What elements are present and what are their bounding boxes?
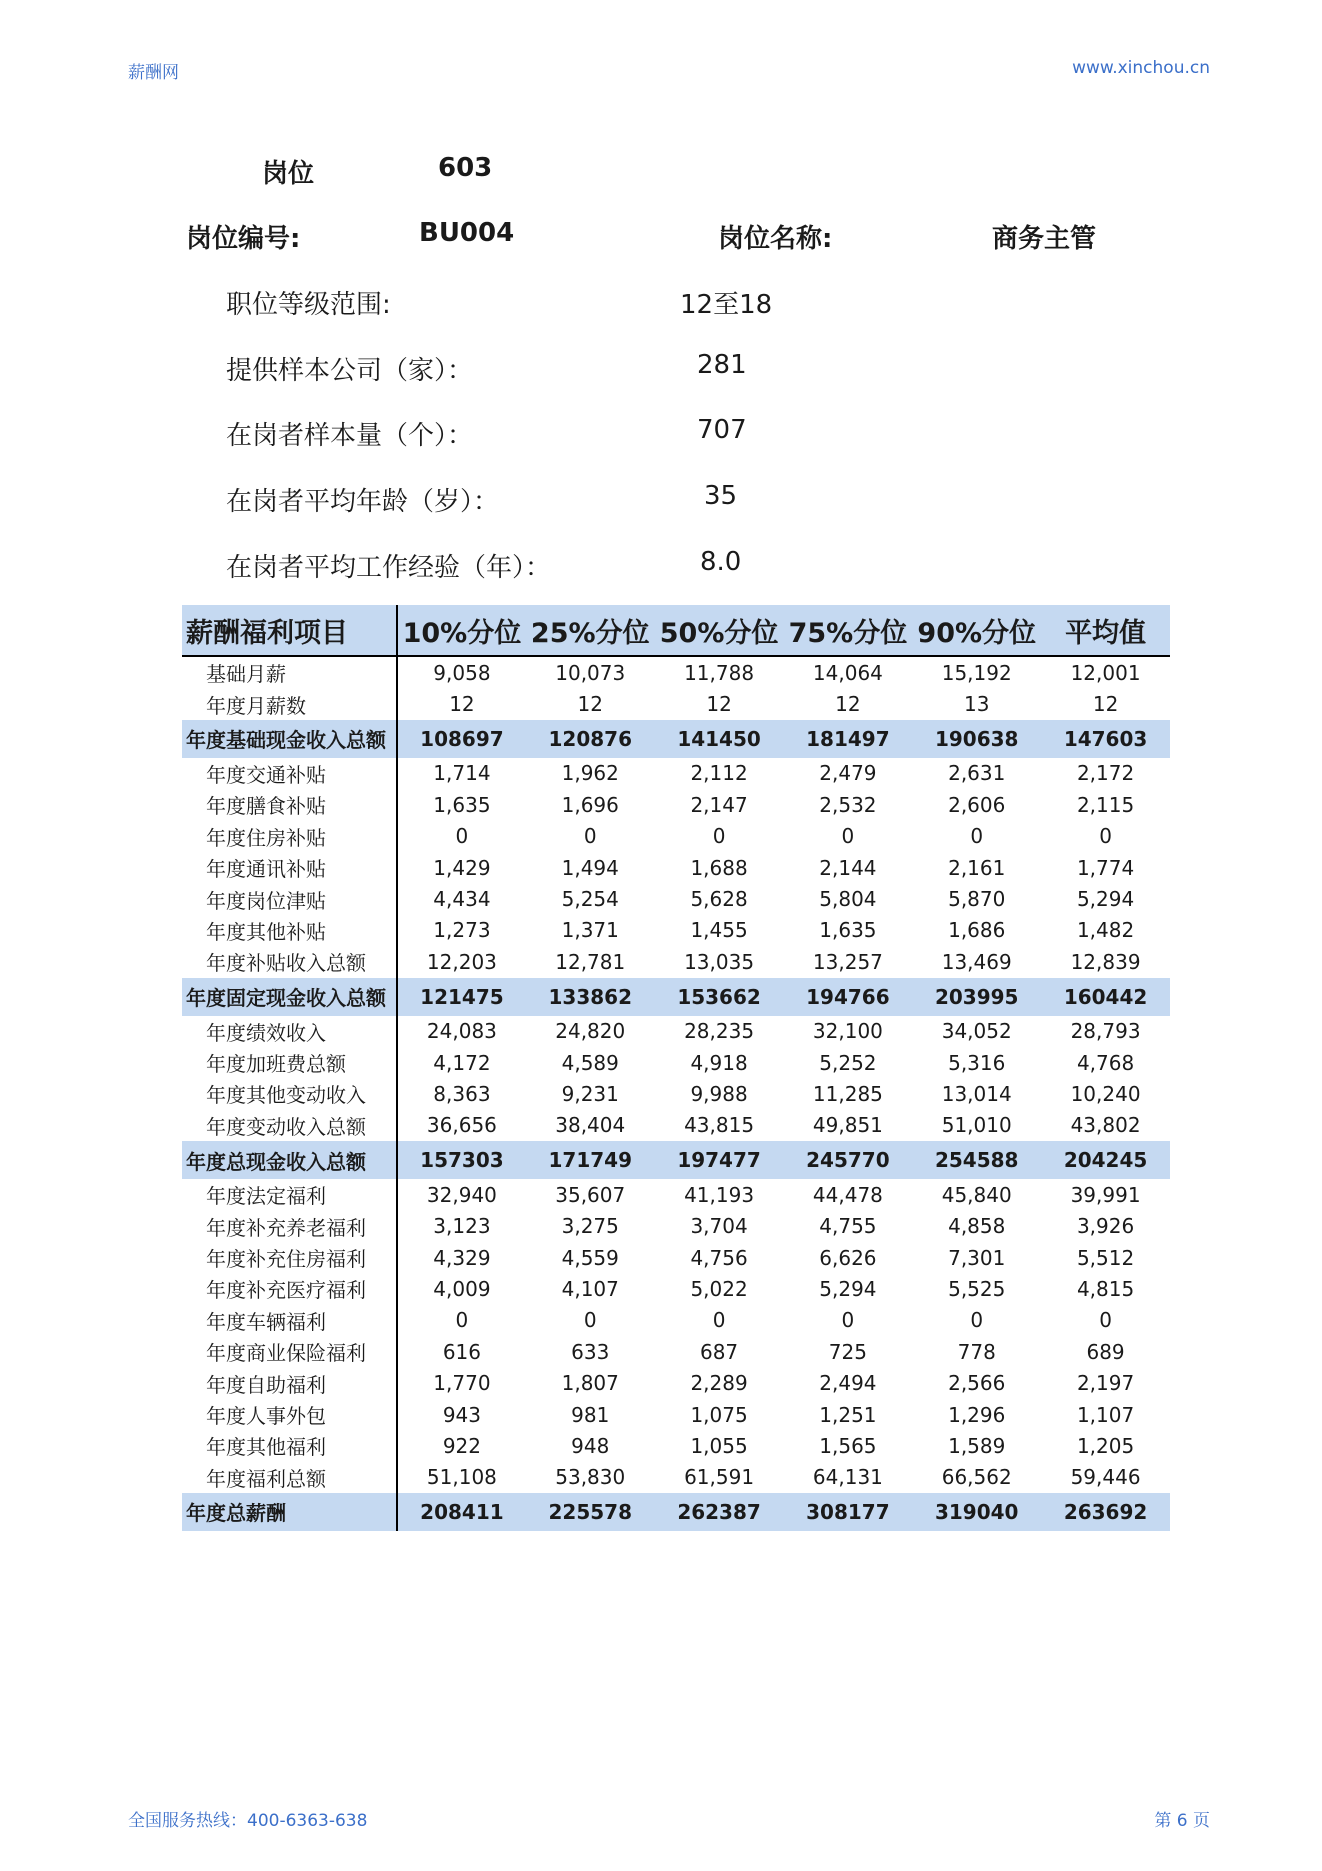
table-cell: 5,870 bbox=[948, 887, 1006, 912]
table-cell: 0 bbox=[970, 1308, 984, 1333]
table-header-row bbox=[182, 605, 1170, 656]
table-cell: 41,193 bbox=[684, 1182, 755, 1207]
row-label: 年度补贴收入总额 bbox=[182, 946, 397, 977]
column-header: 75%分位 bbox=[783, 605, 912, 656]
table-cell: 3,926 bbox=[1076, 1214, 1135, 1239]
table-cell: 922 bbox=[442, 1433, 481, 1458]
table-cell: 4,434 bbox=[433, 887, 491, 912]
table-cell: 0 bbox=[970, 824, 984, 849]
table-cell: 1,273 bbox=[433, 918, 491, 943]
row-label: 年度变动收入总额 bbox=[182, 1110, 397, 1141]
table-cell: 12 bbox=[1092, 692, 1119, 717]
table-cell: 2,479 bbox=[819, 761, 877, 786]
table-cell: 160442 bbox=[1041, 978, 1170, 1016]
table-cell: 181497 bbox=[783, 720, 912, 758]
table-cell: 51,108 bbox=[426, 1465, 497, 1490]
table-cell: 1,688 bbox=[690, 855, 748, 880]
table-cell: 5,804 bbox=[819, 887, 877, 912]
table-cell: 14,064 bbox=[812, 660, 883, 685]
table-row bbox=[182, 821, 1170, 852]
table-cell: 1,714 bbox=[433, 761, 491, 786]
table-cell: 4,107 bbox=[561, 1276, 619, 1301]
table-cell: 190638 bbox=[912, 720, 1041, 758]
row-label: 年度加班费总额 bbox=[182, 1047, 397, 1078]
table-cell: 948 bbox=[571, 1433, 610, 1458]
table-cell: 133862 bbox=[526, 978, 655, 1016]
table-cell: 9,988 bbox=[690, 1081, 748, 1106]
table-cell: 2,566 bbox=[948, 1371, 1006, 1396]
table-row bbox=[182, 1273, 1170, 1304]
table-cell: 66,562 bbox=[941, 1465, 1012, 1490]
table-cell: 7,301 bbox=[948, 1245, 1006, 1270]
column-header: 90%分位 bbox=[912, 605, 1041, 656]
table-row bbox=[182, 1110, 1170, 1141]
table-cell: 4,768 bbox=[1076, 1050, 1135, 1075]
table-cell: 4,009 bbox=[433, 1276, 491, 1301]
table-cell: 0 bbox=[712, 1308, 726, 1333]
table-cell: 1,429 bbox=[433, 855, 491, 880]
table-cell: 2,197 bbox=[1076, 1371, 1135, 1396]
row-label: 年度法定福利 bbox=[182, 1179, 397, 1210]
row-label: 年度人事外包 bbox=[182, 1399, 397, 1430]
table-cell: 197477 bbox=[655, 1141, 784, 1179]
table-cell: 3,704 bbox=[690, 1214, 748, 1239]
table-cell: 28,793 bbox=[1070, 1019, 1141, 1044]
table-row bbox=[182, 852, 1170, 883]
table-cell: 2,172 bbox=[1076, 761, 1135, 786]
table-cell: 38,404 bbox=[555, 1113, 626, 1138]
table-cell: 1,482 bbox=[1076, 918, 1135, 943]
table-cell: 308177 bbox=[783, 1493, 912, 1531]
table-cell: 778 bbox=[957, 1339, 996, 1364]
table-cell: 24,820 bbox=[555, 1019, 626, 1044]
table-cell: 2,289 bbox=[690, 1371, 748, 1396]
table-cell: 0 bbox=[712, 824, 726, 849]
table-cell: 0 bbox=[455, 824, 469, 849]
table-cell: 3,123 bbox=[433, 1214, 491, 1239]
row-label: 年度其他福利 bbox=[182, 1430, 397, 1461]
table-cell: 633 bbox=[571, 1339, 610, 1364]
stat-label: 在岗者样本量（个）： bbox=[226, 421, 474, 451]
table-cell: 12 bbox=[449, 692, 475, 717]
column-header: 平均值 bbox=[1041, 605, 1170, 656]
table-row bbox=[182, 1047, 1170, 1078]
table-cell: 0 bbox=[583, 824, 597, 849]
table-cell: 4,918 bbox=[690, 1050, 748, 1075]
table-cell: 1,205 bbox=[1076, 1433, 1135, 1458]
job-name-label: 岗位名称: bbox=[718, 224, 833, 254]
table-cell: 1,455 bbox=[690, 918, 748, 943]
table-cell: 120876 bbox=[526, 720, 655, 758]
table-cell: 1,494 bbox=[561, 855, 619, 880]
table-row bbox=[182, 688, 1170, 719]
table-cell: 4,172 bbox=[433, 1050, 491, 1075]
table-body bbox=[182, 656, 1170, 1531]
column-header: 薪酬福利项目 bbox=[182, 605, 397, 656]
table-row bbox=[182, 1399, 1170, 1430]
table-cell: 687 bbox=[699, 1339, 739, 1364]
table-row bbox=[182, 1462, 1170, 1493]
table-cell: 1,962 bbox=[561, 761, 619, 786]
table-cell: 2,606 bbox=[948, 792, 1006, 817]
job-code: BU004 bbox=[419, 218, 515, 248]
table-total-row bbox=[182, 1141, 1170, 1179]
row-label: 年度补充医疗福利 bbox=[182, 1273, 397, 1304]
stat-value: 35 bbox=[704, 481, 738, 511]
table-cell: 4,858 bbox=[948, 1214, 1006, 1239]
stat-value: 12至18 bbox=[680, 290, 773, 320]
table-cell: 194766 bbox=[783, 978, 912, 1016]
table-cell: 5,252 bbox=[819, 1050, 877, 1075]
header-brand: 薪酬网 bbox=[128, 63, 179, 83]
table-total-row bbox=[182, 1493, 1170, 1531]
table-cell: 11,285 bbox=[812, 1081, 883, 1106]
table-cell: 12,001 bbox=[1070, 660, 1141, 685]
table-cell: 32,940 bbox=[426, 1182, 497, 1207]
table-cell: 35,607 bbox=[555, 1182, 626, 1207]
table-cell: 1,055 bbox=[690, 1433, 748, 1458]
table-cell: 1,686 bbox=[948, 918, 1006, 943]
job-code-label: 岗位编号: bbox=[186, 224, 301, 254]
row-label: 年度固定现金收入总额 bbox=[182, 978, 397, 1016]
footer-page-number: 第 6 页 bbox=[1154, 1811, 1210, 1831]
table-row bbox=[182, 1210, 1170, 1241]
table-cell: 4,815 bbox=[1076, 1276, 1135, 1301]
table-cell: 263692 bbox=[1041, 1493, 1170, 1531]
stat-label: 提供样本公司（家）： bbox=[226, 356, 474, 386]
row-label: 年度基础现金收入总额 bbox=[182, 720, 397, 758]
table-cell: 44,478 bbox=[812, 1182, 883, 1207]
table-row bbox=[182, 1078, 1170, 1109]
table-cell: 12 bbox=[577, 692, 603, 717]
row-label: 年度岗位津贴 bbox=[182, 883, 397, 914]
table-cell: 5,022 bbox=[690, 1276, 748, 1301]
table-cell: 45,840 bbox=[941, 1182, 1012, 1207]
table-cell: 5,294 bbox=[1076, 887, 1135, 912]
table-cell: 24,083 bbox=[426, 1019, 497, 1044]
table-cell: 616 bbox=[442, 1339, 481, 1364]
table-cell: 203995 bbox=[912, 978, 1041, 1016]
table-cell: 4,329 bbox=[433, 1245, 491, 1270]
table-cell: 319040 bbox=[912, 1493, 1041, 1531]
footer-hotline: 全国服务热线：400-6363-638 bbox=[128, 1811, 368, 1831]
table-total-row bbox=[182, 978, 1170, 1016]
table-cell: 1,770 bbox=[433, 1371, 491, 1396]
table-cell: 981 bbox=[571, 1402, 610, 1427]
row-label: 年度绩效收入 bbox=[182, 1016, 397, 1047]
table-cell: 1,589 bbox=[948, 1433, 1006, 1458]
table-cell: 689 bbox=[1086, 1339, 1125, 1364]
table-cell: 6,626 bbox=[819, 1245, 877, 1270]
table-cell: 0 bbox=[1099, 1308, 1112, 1333]
table-row bbox=[182, 1016, 1170, 1047]
table-cell: 8,363 bbox=[433, 1081, 491, 1106]
table-cell: 61,591 bbox=[684, 1465, 755, 1490]
row-label: 年度福利总额 bbox=[182, 1462, 397, 1493]
table-cell: 9,231 bbox=[561, 1081, 619, 1106]
table-cell: 12,839 bbox=[1070, 949, 1141, 974]
table-cell: 2,631 bbox=[948, 761, 1006, 786]
table-cell: 53,830 bbox=[555, 1465, 626, 1490]
table-cell: 943 bbox=[442, 1402, 481, 1427]
table-row bbox=[182, 1179, 1170, 1210]
table-total-row bbox=[182, 720, 1170, 758]
table-cell: 12,203 bbox=[426, 949, 497, 974]
table-cell: 51,010 bbox=[941, 1113, 1012, 1138]
table-cell: 9,058 bbox=[433, 660, 491, 685]
table-cell: 13,014 bbox=[941, 1081, 1012, 1106]
table-cell: 1,371 bbox=[561, 918, 619, 943]
table-cell: 0 bbox=[841, 1308, 855, 1333]
table-row bbox=[182, 883, 1170, 914]
table-cell: 34,052 bbox=[941, 1019, 1012, 1044]
row-label: 年度其他补贴 bbox=[182, 915, 397, 946]
row-label: 年度月薪数 bbox=[182, 688, 397, 719]
table-cell: 12 bbox=[835, 692, 861, 717]
table-row bbox=[182, 1367, 1170, 1398]
stat-label: 在岗者平均工作经验（年）： bbox=[226, 553, 552, 583]
table-cell: 2,112 bbox=[690, 761, 748, 786]
table-cell: 59,446 bbox=[1070, 1465, 1141, 1490]
table-cell: 1,807 bbox=[561, 1371, 619, 1396]
table-cell: 2,532 bbox=[819, 792, 877, 817]
row-label: 年度总现金收入总额 bbox=[182, 1141, 397, 1179]
table-cell: 108697 bbox=[397, 720, 526, 758]
table-cell: 208411 bbox=[397, 1493, 526, 1531]
table-cell: 32,100 bbox=[812, 1019, 883, 1044]
table-row bbox=[182, 1305, 1170, 1336]
table-cell: 1,107 bbox=[1076, 1402, 1135, 1427]
title-label: 岗位 bbox=[262, 159, 315, 189]
table-cell: 4,559 bbox=[561, 1245, 619, 1270]
job-name: 商务主管 bbox=[992, 224, 1097, 254]
row-label: 年度车辆福利 bbox=[182, 1305, 397, 1336]
stat-value: 8.0 bbox=[700, 547, 742, 577]
row-label: 年度其他变动收入 bbox=[182, 1078, 397, 1109]
table-cell: 11,788 bbox=[684, 660, 755, 685]
table-cell: 2,147 bbox=[690, 792, 748, 817]
row-label: 年度交通补贴 bbox=[182, 758, 397, 789]
table-row bbox=[182, 1336, 1170, 1367]
table-cell: 43,815 bbox=[684, 1113, 755, 1138]
table-cell: 725 bbox=[828, 1339, 867, 1364]
table-cell: 39,991 bbox=[1070, 1182, 1141, 1207]
table-cell: 49,851 bbox=[812, 1113, 883, 1138]
table-cell: 2,494 bbox=[819, 1371, 877, 1396]
table-cell: 141450 bbox=[655, 720, 784, 758]
table-cell: 4,756 bbox=[690, 1245, 748, 1270]
row-label: 年度膳食补贴 bbox=[182, 789, 397, 820]
table-row bbox=[182, 758, 1170, 789]
table-cell: 1,251 bbox=[819, 1402, 877, 1427]
table-cell: 1,296 bbox=[948, 1402, 1006, 1427]
table-cell: 10,240 bbox=[1070, 1081, 1141, 1106]
row-label: 年度通讯补贴 bbox=[182, 852, 397, 883]
table-cell: 36,656 bbox=[426, 1113, 497, 1138]
table-cell: 13,035 bbox=[684, 949, 755, 974]
table-cell: 0 bbox=[841, 824, 855, 849]
table-cell: 4,755 bbox=[819, 1214, 877, 1239]
table-cell: 5,294 bbox=[819, 1276, 877, 1301]
header-website: www.xinchou.cn bbox=[1072, 58, 1210, 78]
table-cell: 12,781 bbox=[555, 949, 626, 974]
table-cell: 1,774 bbox=[1076, 855, 1135, 880]
column-header: 25%分位 bbox=[526, 605, 655, 656]
title-value: 603 bbox=[438, 153, 493, 183]
table-cell: 64,131 bbox=[812, 1465, 883, 1490]
table-cell: 3,275 bbox=[561, 1214, 619, 1239]
table-row bbox=[182, 1242, 1170, 1273]
table-cell: 4,589 bbox=[561, 1050, 619, 1075]
stat-label: 职位等级范围: bbox=[226, 290, 391, 320]
table-cell: 10,073 bbox=[555, 660, 626, 685]
table-cell: 28,235 bbox=[684, 1019, 755, 1044]
table-cell: 1,635 bbox=[819, 918, 877, 943]
table-cell: 5,512 bbox=[1076, 1245, 1135, 1270]
table-cell: 5,254 bbox=[561, 887, 619, 912]
table-cell: 13,469 bbox=[941, 949, 1012, 974]
table-cell: 2,115 bbox=[1076, 792, 1135, 817]
table-cell: 121475 bbox=[397, 978, 526, 1016]
table-cell: 5,316 bbox=[948, 1050, 1006, 1075]
column-header: 10%分位 bbox=[397, 605, 526, 656]
stat-value: 281 bbox=[697, 350, 747, 380]
table-cell: 1,075 bbox=[690, 1402, 748, 1427]
table-cell: 2,161 bbox=[948, 855, 1006, 880]
column-header: 50%分位 bbox=[655, 605, 784, 656]
table-cell: 147603 bbox=[1041, 720, 1170, 758]
stat-value: 707 bbox=[697, 415, 747, 445]
table-cell: 262387 bbox=[655, 1493, 784, 1531]
table-cell: 2,144 bbox=[819, 855, 877, 880]
table-cell: 13 bbox=[964, 692, 990, 717]
row-label: 年度自助福利 bbox=[182, 1367, 397, 1398]
table-row bbox=[182, 656, 1170, 688]
table-row bbox=[182, 1430, 1170, 1461]
table-row bbox=[182, 946, 1170, 977]
table-row bbox=[182, 915, 1170, 946]
table-cell: 13,257 bbox=[812, 949, 883, 974]
row-label: 年度总薪酬 bbox=[182, 1493, 397, 1531]
row-label: 年度补充住房福利 bbox=[182, 1242, 397, 1273]
table-cell: 245770 bbox=[783, 1141, 912, 1179]
table-cell: 12 bbox=[706, 692, 732, 717]
row-label: 年度补充养老福利 bbox=[182, 1210, 397, 1241]
row-label: 年度住房补贴 bbox=[182, 821, 397, 852]
table-cell: 15,192 bbox=[941, 660, 1012, 685]
table-cell: 5,628 bbox=[690, 887, 748, 912]
table-cell: 0 bbox=[583, 1308, 597, 1333]
table-cell: 225578 bbox=[526, 1493, 655, 1531]
table-cell: 204245 bbox=[1041, 1141, 1170, 1179]
table-cell: 157303 bbox=[397, 1141, 526, 1179]
salary-table bbox=[182, 605, 1170, 1531]
table-cell: 171749 bbox=[526, 1141, 655, 1179]
table-cell: 254588 bbox=[912, 1141, 1041, 1179]
table-cell: 0 bbox=[455, 1308, 469, 1333]
row-label: 基础月薪 bbox=[182, 656, 397, 688]
stat-label: 在岗者平均年龄（岁）： bbox=[226, 487, 500, 517]
table-cell: 1,565 bbox=[819, 1433, 877, 1458]
table-cell: 153662 bbox=[655, 978, 784, 1016]
table-cell: 1,696 bbox=[561, 792, 619, 817]
table-cell: 1,635 bbox=[433, 792, 491, 817]
table-cell: 0 bbox=[1099, 824, 1112, 849]
table-cell: 5,525 bbox=[948, 1276, 1006, 1301]
row-label: 年度商业保险福利 bbox=[182, 1336, 397, 1367]
table-row bbox=[182, 789, 1170, 820]
table-cell: 43,802 bbox=[1070, 1113, 1141, 1138]
